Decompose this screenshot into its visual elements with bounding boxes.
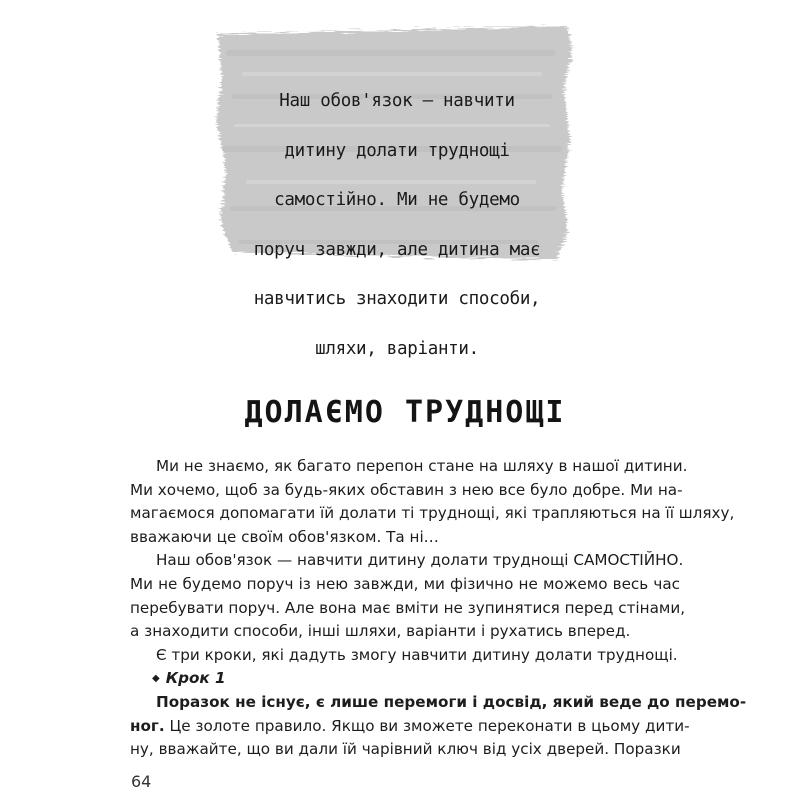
quote-line: дитину долати труднощі: [284, 140, 510, 161]
quote-box: [212, 20, 576, 359]
quote-line: шляхи, варіанти.: [315, 338, 479, 359]
page-number: 64: [131, 772, 152, 791]
quote-line: Наш обов'язок — навчити: [279, 91, 515, 111]
paragraph-line: Ми не будемо поруч із нею завжди, ми фізично не можемо весь час: [130, 574, 680, 593]
step-title: Крок 1: [165, 669, 226, 688]
paragraph-line: Наш обов'язок — навчити дитину долати труднощі САМОСТІЙНО.: [156, 551, 684, 570]
paragraph-line: Є три кроки, які дадуть змогу навчити дитину долати труднощі.: [156, 645, 678, 664]
paragraph-line: [130, 715, 690, 739]
paragraph-line: ну, вважайте, що ви дали їй чарівний ключ від усіх дверей. Поразки: [130, 740, 681, 759]
paragraph-line: Поразок не існує, є лише перемоги і досвід, який веде до перемо-: [156, 692, 747, 711]
paragraph-line: магаємося допомагати їй долати ті труднощі, які трапляються на її шляху,: [130, 504, 735, 523]
quote-line: поруч завжди, але дитина має: [253, 239, 541, 260]
step-heading: [130, 667, 680, 691]
diamond-bullet-icon: ◆: [152, 673, 160, 685]
section-heading: ДОЛАЄМО ТРУДНОЩІ: [244, 395, 566, 430]
quote-text: [252, 62, 542, 386]
paragraph-line: Ми хочемо, щоб за будь-яких обставин з нею все було добре. Ми на-: [130, 480, 683, 499]
plain-text: Це золоте правило. Якщо ви зможете переконати в цьому дити-: [164, 716, 690, 735]
quote-line: самостійно. Ми не будемо: [274, 190, 520, 211]
body-text: [130, 455, 747, 762]
paragraph-line: вважаючи це своїм обов'язком. Та ні…: [130, 527, 439, 546]
paragraph-line: а знаходити способи, інші шляхи, варіанти і рухатись вперед.: [130, 622, 631, 641]
bold-text: ног.: [130, 716, 165, 735]
quote-line: навчитись знаходити способи,: [253, 289, 541, 310]
paragraph-line: перебувати поруч. Але вона має вміти не зупинятися перед стінами,: [130, 598, 686, 617]
paragraph-line: Ми не знаємо, як багато перепон стане на шляху в нашої дитини.: [156, 457, 688, 475]
